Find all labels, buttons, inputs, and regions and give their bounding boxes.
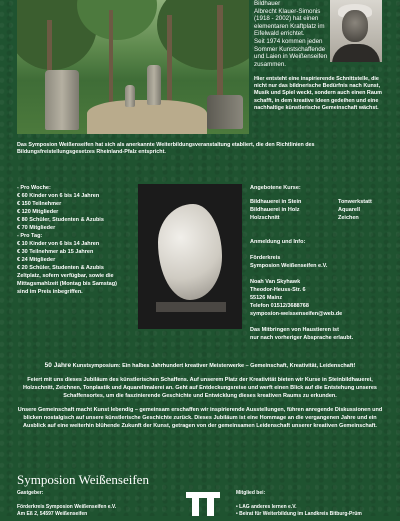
sculpture-park-photo — [17, 0, 249, 134]
stone-sculpture-photo — [138, 184, 242, 329]
price-line: € 80 Schüler, Studenten & Azubis — [17, 217, 104, 223]
footer-host: Gastgeber: Förderkreis Symposion Weißenseifen e.V. Am Eß 2, 54597 Weißenseifen — [17, 490, 117, 517]
jubilee-years: 50 Jahre — [44, 362, 72, 369]
concept-quote: Hier entsteht eine inspirierende Schnittstelle, die nicht nur das bildnerische Bedürfnis nach Kunst, Musik und Spiel weckt, sondern auch einen Raum schafft, in dem kreative Ideen gedeihen und eine nachhaltige künstlerische Gemeinschaft wächst. — [254, 76, 382, 111]
artist-portrait — [330, 0, 382, 62]
jubilee-paragraph: Unsere Gemeinschaft macht Kunst lebendig – gemeinsam erschaffen wir inspirierende Ausstellungen, führen anregende Diskussionen und blicken nostalgisch auf unsere künstlerische Geschichte zurück. Dieses Jubiläum ist eine Hommage an die vergangenen Jahre und ein Ausblick auf eine weiterhin blühende Zukunft der Kunst, getragen von der gemeinsamen Leidenschaft unserer kreativen Gemeinschaft. — [17, 407, 383, 429]
symposion-logo — [185, 490, 221, 516]
price-line: € 60 Kinder von 6 bis 14 Jahren — [17, 193, 100, 199]
footer-title: Symposion Weißenseifen — [17, 472, 149, 487]
jubilee-headline — [17, 362, 383, 370]
footer-memberships: Mitglied bei: • LAG anderes lernen e.V. • Beirat für Weiterbildung im Landkreis Bitburg-Prüm — [236, 490, 362, 517]
jubilee-paragraph: Feiert mit uns dieses Jubiläum des künstlerischen Schaffens. Auf unserem Platz der Kreativität bieten wir Kurse in Steinbildhauerei, Holzschnitt, Zeichnen, Tonplastik und Aquarellmalerei an. Geht auf Entdeckungsreise und werft einen Blick auf die Entstehung unseres Schaffensortes, um die faszinierende Geschichte und Entwicklung dieses kreativen Raums zu erkunden. — [23, 377, 377, 399]
price-line: € 30 Teilnehmer ab 15 Jahren — [17, 249, 94, 255]
price-line: € 70 Mitglieder — [17, 225, 56, 231]
artist-bio: Bildhauer Albrecht Klauer-Simonis (1918 - 2002) hat einen elementaren Kraftplatz im Eifelwald errichtet. Seit 1974 kommen jeden Sommer Kunstschaffende und Laien in Weißenseifen zusammen. — [254, 0, 328, 68]
courses-heading: Angebotene Kurse: — [250, 185, 301, 191]
jubilee-tagline: Kunstsymposium: Ein halbes Jahrhundert kreativer Meisterwerke – Gemeinschaft, Kreativität, Leidenschaft! — [71, 363, 356, 369]
price-list — [17, 184, 135, 296]
price-line: Zeltplatz, sofern verfügbar, sowie die — [17, 273, 114, 279]
jubilee-section — [17, 362, 383, 436]
courses-block — [250, 184, 390, 221]
price-line: sind im Preis inbegriffen. — [17, 289, 83, 295]
price-line: - Pro Tag: — [17, 233, 43, 239]
registration-contact: Anmeldung und Info: Förderkreis Symposion Weißenseifen e.V. Noah Van Skyhawk Theodor-Heuss-Str. 6 55126 Mainz Telefon 01512/3688768 symposion-weissenseifen@web.de Das Mitbringen von Haustieren ist nur nach vorheriger Absprache erlaubt. — [250, 239, 354, 341]
price-line: - Pro Woche: — [17, 185, 51, 191]
price-line: € 150 Teilnehmer — [17, 201, 62, 207]
price-line: € 120 Mitglieder — [17, 209, 59, 215]
price-line: Mittagsmahlzeit (Montag bis Samstag) — [17, 281, 117, 287]
courses-column-left: Bildhauerei in Stein Bildhauerei in Holz Holzschnitt — [250, 199, 302, 221]
price-line: € 10 Kinder von 6 bis 14 Jahren — [17, 241, 100, 247]
price-line: € 24 Mitglieder — [17, 257, 56, 263]
price-line: € 20 Schüler, Studenten & Azubis — [17, 265, 104, 271]
intro-text: Das Symposion Weißenseifen hat sich als anerkannte Weiterbildungsveranstaltung etabliert, die den Richtlinien des Bildungsfreistellungsgesetzes Rheinland-Pfalz entspricht. — [17, 142, 315, 156]
courses-column-right: Tonwerkstatt Aquarell Zeichen — [338, 199, 372, 221]
